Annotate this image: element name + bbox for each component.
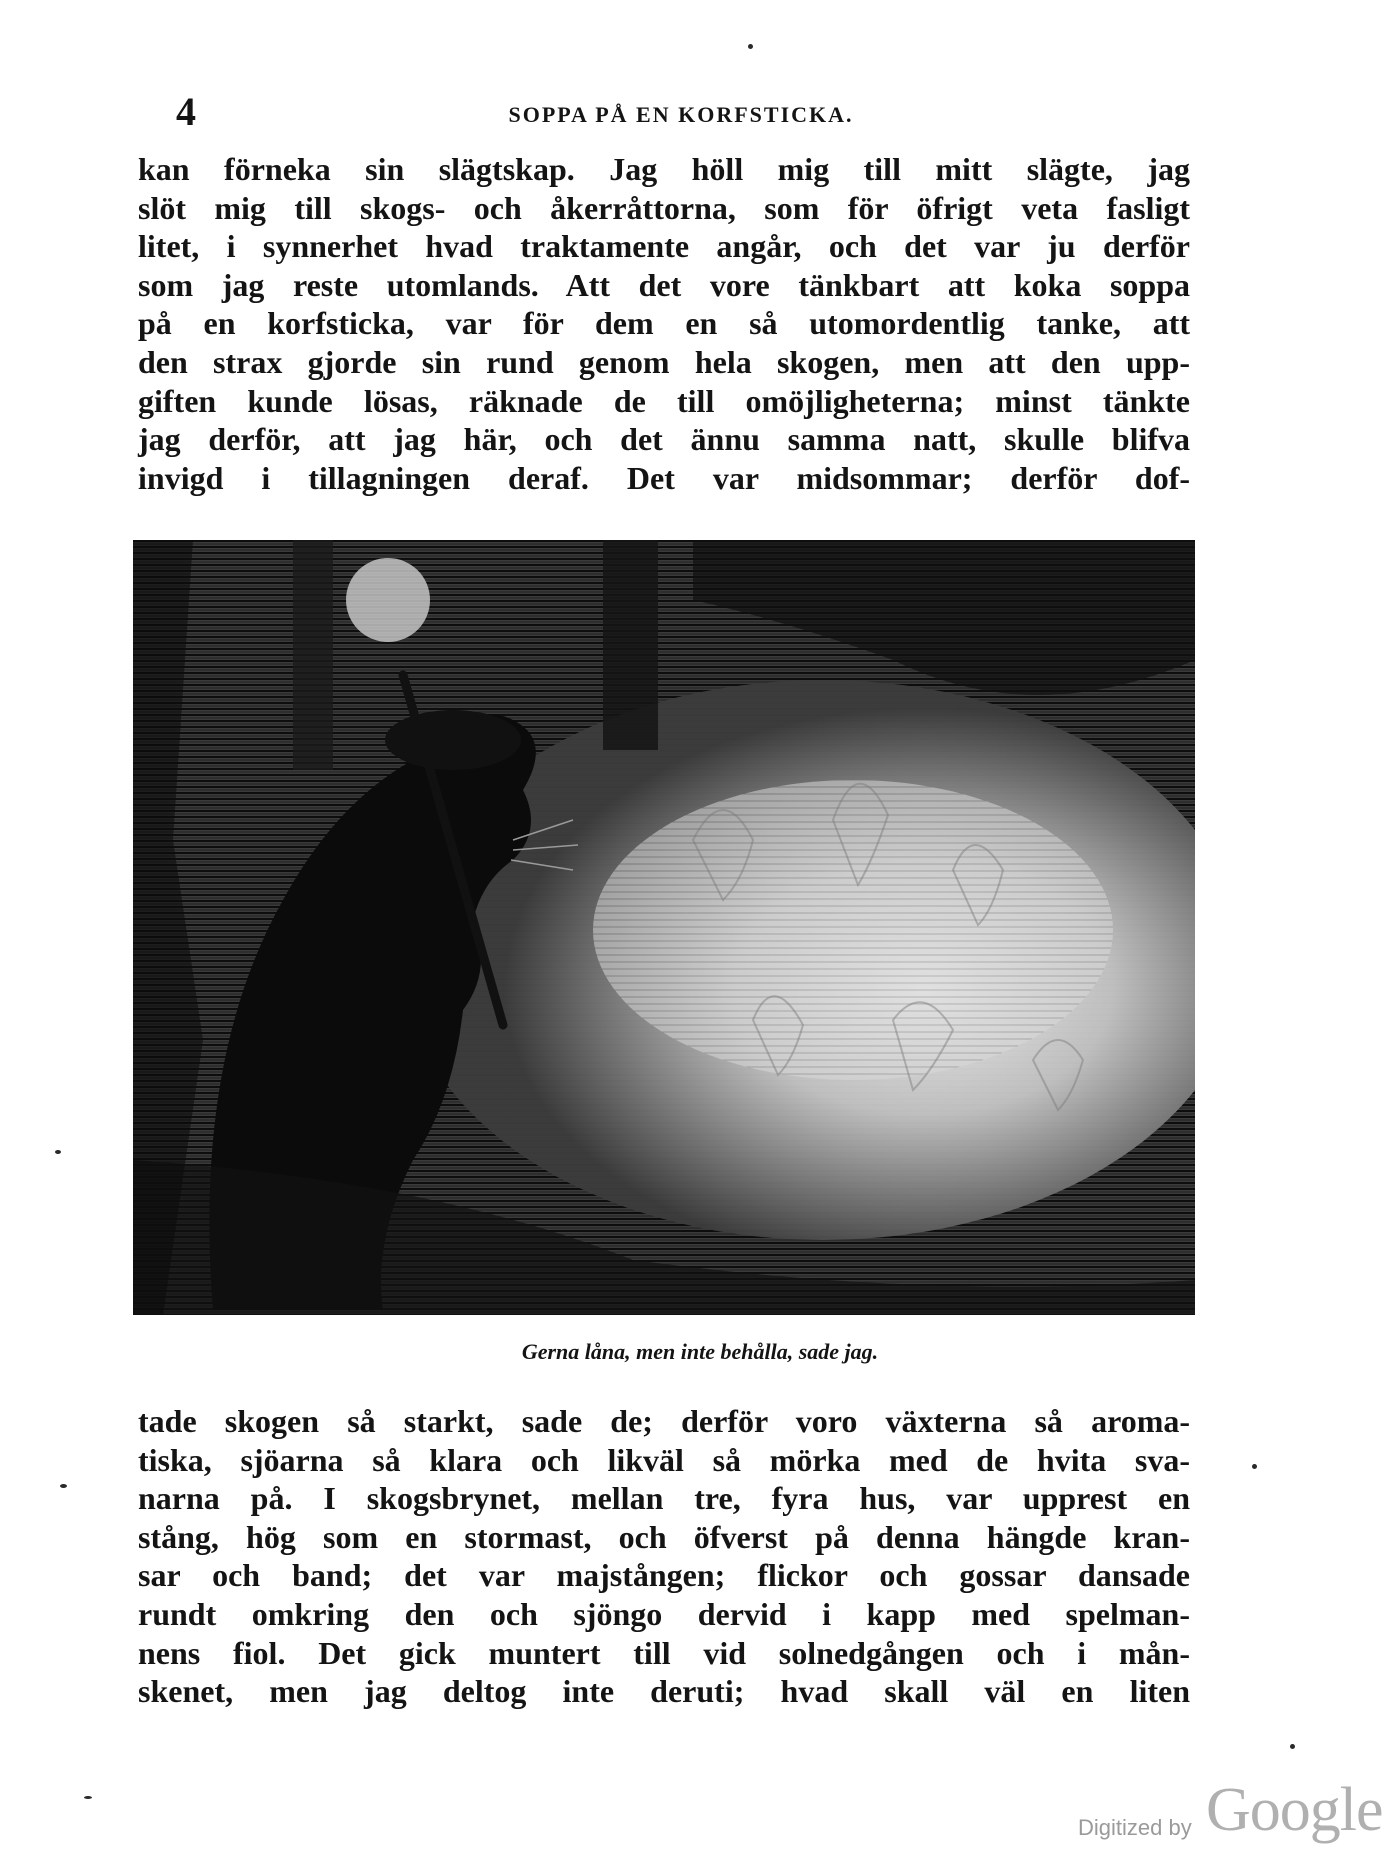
google-logo: Google [1206, 1776, 1383, 1844]
text-line: sar och band; det var majstången; flickor och gossar dansade [138, 1557, 1190, 1594]
scan-speck [748, 44, 753, 49]
page-number: 4 [176, 89, 196, 134]
text-line: stång, hög som en stormast, och öfverst på denna hängde kran- [138, 1518, 1190, 1555]
text-line: tade skogen så starkt, sade de; derför voro växterna så aroma- [138, 1403, 1190, 1439]
text-line: slöt mig till skogs- och åkerråttorna, som för öfrigt veta fasligt [138, 189, 1190, 226]
engraving-illustration [133, 540, 1195, 1315]
watermark-prefix: Digitized by [1078, 1815, 1192, 1840]
text-line: nens fiol. Det gick muntert till vid solnedgången och i mån- [138, 1634, 1190, 1671]
page-header [176, 89, 1186, 134]
scan-speck [1290, 1744, 1295, 1749]
text-line: tiska, sjöarna så klara och likväl så mörka med de hvita sva- [138, 1441, 1190, 1478]
body-text-top [138, 150, 1190, 497]
digitized-watermark [1078, 1775, 1388, 1855]
text-line: invigd i tillagningen deraf. Det var midsommar; derför dof- [138, 459, 1190, 496]
text-line: den strax gjorde sin rund genom hela skogen, men att den upp- [138, 343, 1190, 380]
running-head: SOPPA PÅ EN KORFSTICKA. [508, 102, 854, 127]
scan-speck [84, 1796, 92, 1799]
text-line: rundt omkring den och sjöngo dervid i kapp med spelman- [138, 1595, 1190, 1632]
text-line: litet, i synnerhet hvad traktamente angår, och det var ju derför [138, 228, 1190, 265]
text-line: giften kunde lösas, räknade de till omöjligheterna; minst tänkte [138, 382, 1190, 419]
text-line: skenet, men jag deltog inte deruti; hvad skall väl en liten [138, 1673, 1190, 1710]
scan-speck [55, 1150, 61, 1154]
text-line: på en korfsticka, var för dem en så utomordentlig tanke, att [138, 305, 1190, 342]
text-line: kan förneka sin slägtskap. Jag höll mig till mitt slägte, jag [138, 151, 1190, 187]
illustration-caption: Gerna låna, men inte behålla, sade jag. [521, 1339, 879, 1364]
scan-speck [60, 1484, 67, 1488]
body-text-bottom [138, 1402, 1190, 1711]
text-line: narna på. I skogsbrynet, mellan tre, fyra hus, var upprest en [138, 1480, 1190, 1517]
scan-speck [1252, 1464, 1257, 1469]
text-line: som jag reste utomlands. Att det vore tänkbart att koka soppa [138, 266, 1190, 303]
text-line: jag derför, att jag här, och det ännu samma natt, skulle blifva [138, 421, 1190, 458]
